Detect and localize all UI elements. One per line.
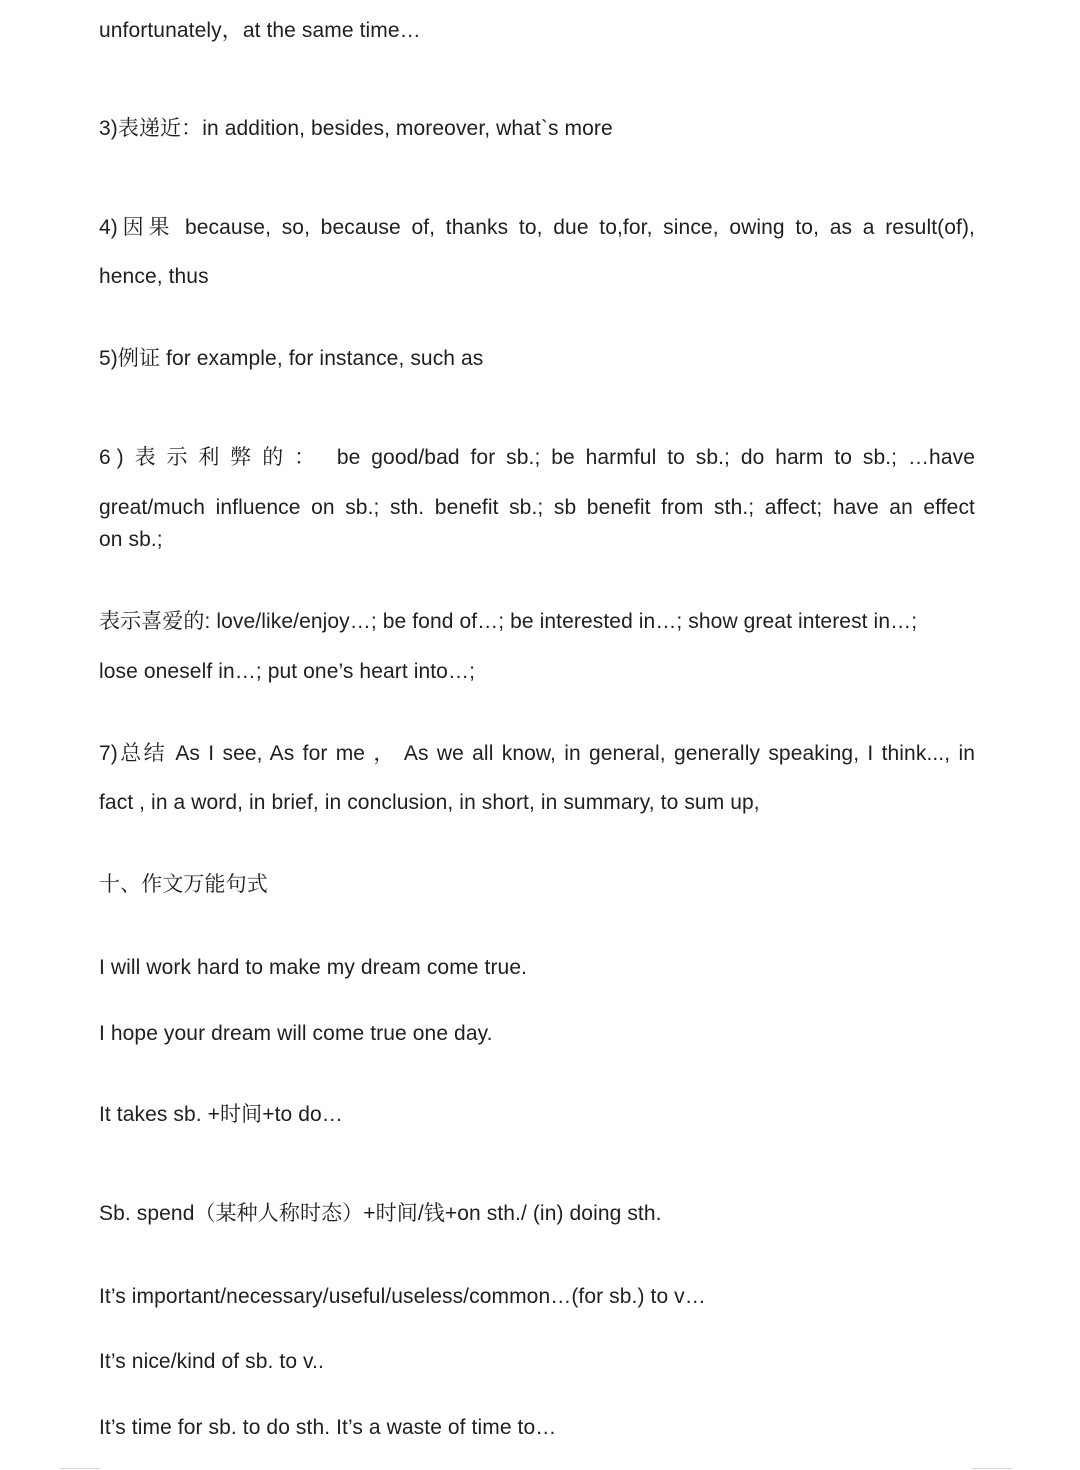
pros-cons-text: be good/bad for sb.; be harmful to sb.; do harm to sb.; …have <box>336 446 975 469</box>
pros-cons-label: 6)表示利弊的： <box>99 446 327 469</box>
page-edge-mark-left <box>60 1468 100 1469</box>
sentence-hope: I hope your dream will come true one day. <box>99 1022 493 1045</box>
text-line-progression: 3)表递近：in addition, besides, moreover, what`s more <box>99 117 613 140</box>
sentence-time-for: It’s time for sb. to do sth. It’s a waste of time to… <box>99 1416 557 1439</box>
text-line-unfortunately: unfortunately，at the same time… <box>99 19 421 42</box>
text-line-liking-cont: lose oneself in…; put one’s heart into…; <box>99 660 476 683</box>
text-line-pros-cons-end: on sb.; <box>99 528 163 551</box>
page-edge-mark-right <box>972 1468 1012 1469</box>
section-heading: 十、作文万能句式 <box>99 873 268 896</box>
text-line-liking: 表示喜爱的: love/like/enjoy…; be fond of…; be interested in…; show great interest in…; <box>99 610 918 633</box>
sentence-dream: I will work hard to make my dream come true. <box>99 956 528 979</box>
sentence-spend: Sb. spend（某种人称时态）+时间/钱+on sth./ (in) doing sth. <box>99 1202 662 1225</box>
text-line-examples: 5)例证 for example, for instance, such as <box>99 347 484 370</box>
text-line-cause-effect: 4)因果 because, so, because of, thanks to, due to,for, since, owing to, as a result(of), <box>99 216 975 239</box>
sentence-important: It’s important/necessary/useful/useless/common…(for sb.) to v… <box>99 1285 706 1308</box>
sentence-nice-kind: It’s nice/kind of sb. to v.. <box>99 1350 324 1373</box>
text-line-cause-effect-cont: hence, thus <box>99 265 209 288</box>
text-line-pros-cons <box>99 444 975 472</box>
text-line-summary: 7)总结 As I see, As for me ， As we all know, in general, generally speaking, I think..., in <box>99 742 975 765</box>
text-line-pros-cons-cont: great/much influence on sb.; sth. benefit sb.; sb benefit from sth.; affect; have an effect <box>99 496 975 519</box>
sentence-it-takes: It takes sb. +时间+to do… <box>99 1103 343 1126</box>
text-line-summary-cont: fact , in a word, in brief, in conclusion, in short, in summary, to sum up, <box>99 791 760 814</box>
